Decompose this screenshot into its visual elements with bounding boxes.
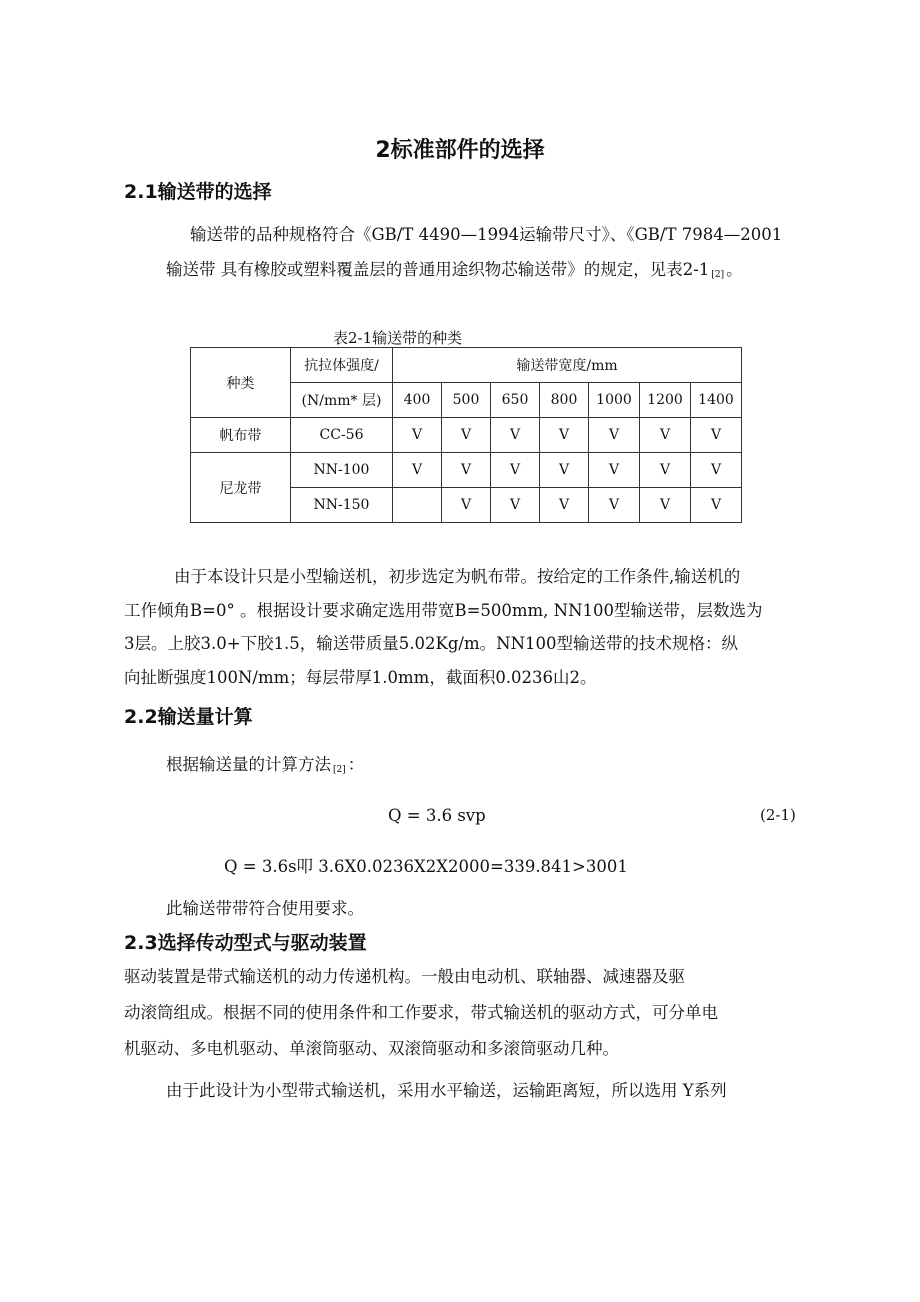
row-mark: V [589,488,640,523]
section-2-2-heading: 2.2输送量计算 [124,706,253,728]
table-caption: 表2-1输送带的种类 [333,329,463,347]
width-800: 800 [540,383,589,418]
formula-number: (2-1) [760,806,796,824]
row-mark: V [393,418,442,453]
table-row [191,453,742,488]
row-type: 帆布带 [191,418,291,453]
citation-ref: [2] [711,270,725,280]
row-mark: V [589,418,640,453]
row-type: 尼龙带 [191,453,291,523]
row-mark: V [491,453,540,488]
section-2-1-para-line-2 [166,256,743,280]
row-mark: V [540,453,589,488]
row-mark: V [442,488,491,523]
row-grade: NN-100 [291,453,393,488]
width-1400: 1400 [691,383,742,418]
drive-para-line-3: 机驱动、多电机驱动、单滚筒驱动、双滚筒驱动和多滚筒驱动几种。 [124,1039,619,1058]
table-row [191,418,742,453]
calc-conclusion: 此输送带带符合使用要求。 [166,899,364,918]
selection-para-line-1: 由于本设计只是小型输送机，初步选定为帆布带。按给定的工作条件,输送机的 [174,567,741,586]
row-mark: V [640,453,691,488]
section-2-1-para-end: 。 [726,260,743,279]
section-2-3-heading: 2.3选择传动型式与驱动装置 [124,932,367,954]
row-mark: V [640,418,691,453]
width-400: 400 [393,383,442,418]
width-1000: 1000 [589,383,640,418]
drive-para-line-4: 由于此设计为小型带式输送机，采用水平输送，运输距离短，所以选用 Y系列 [166,1081,727,1100]
width-500: 500 [442,383,491,418]
row-mark: V [393,453,442,488]
header-strength-2: (N/mm* 层) [291,383,393,418]
row-grade: NN-150 [291,488,393,523]
row-mark: V [491,418,540,453]
row-grade: CC-56 [291,418,393,453]
section-2-1-para-text: 输送带 具有橡胶或塑料覆盖层的普通用途织物芯输送带》的规定，见表2-1 [166,260,710,279]
table-header-row [191,348,742,383]
belt-type-table [190,347,742,523]
row-mark: V [691,418,742,453]
page-title: 2标准部件的选择 [375,138,545,163]
section-2-1-heading: 2.1输送带的选择 [124,181,272,203]
selection-para-line-4: 向扯断强度100N/mm；每层带厚1.0mm，截面积0.0236山2。 [124,668,597,687]
section-2-1-para-line-1: 输送带的品种规格符合《GB/T 4490—1994运输带尺寸》、《GB/T 7984—2001 [190,225,783,244]
selection-para-line-2: 工作倾角B=0° 。根据设计要求确定选用带宽B=500mm, NN100型输送带，层数选为 [124,601,763,620]
citation-ref: [2] [333,765,346,775]
row-mark: V [640,488,691,523]
calc-method-intro [166,751,364,775]
width-1200: 1200 [640,383,691,418]
width-650: 650 [491,383,540,418]
row-mark: V [540,418,589,453]
calc-method-text: 根据输送量的计算方法 [166,755,331,774]
calc-method-colon: ： [347,755,365,774]
row-mark: V [691,453,742,488]
header-type: 种类 [191,348,291,418]
selection-para-line-3: 3层。上胶3.0+下胶1.5，输送带质量5.02Kg/m。NN100型输送带的技术规格：纵 [124,634,739,653]
row-mark [393,488,442,523]
row-mark: V [540,488,589,523]
header-width: 输送带宽度/mm [393,348,742,383]
row-mark: V [442,453,491,488]
calc-result: Q = 3.6s叩 3.6X0.0236X2X2000=339.841>3001 [224,857,628,876]
row-mark: V [691,488,742,523]
drive-para-line-1: 驱动装置是带式输送机的动力传递机构。一般由电动机、联轴器、减速器及驱 [124,967,685,986]
row-mark: V [491,488,540,523]
row-mark: V [442,418,491,453]
header-strength-1: 抗拉体强度/ [291,348,393,383]
drive-para-line-2: 动滚筒组成。根据不同的使用条件和工作要求，带式输送机的驱动方式，可分单电 [124,1003,718,1022]
row-mark: V [589,453,640,488]
formula: Q = 3.6 svp [388,806,486,825]
